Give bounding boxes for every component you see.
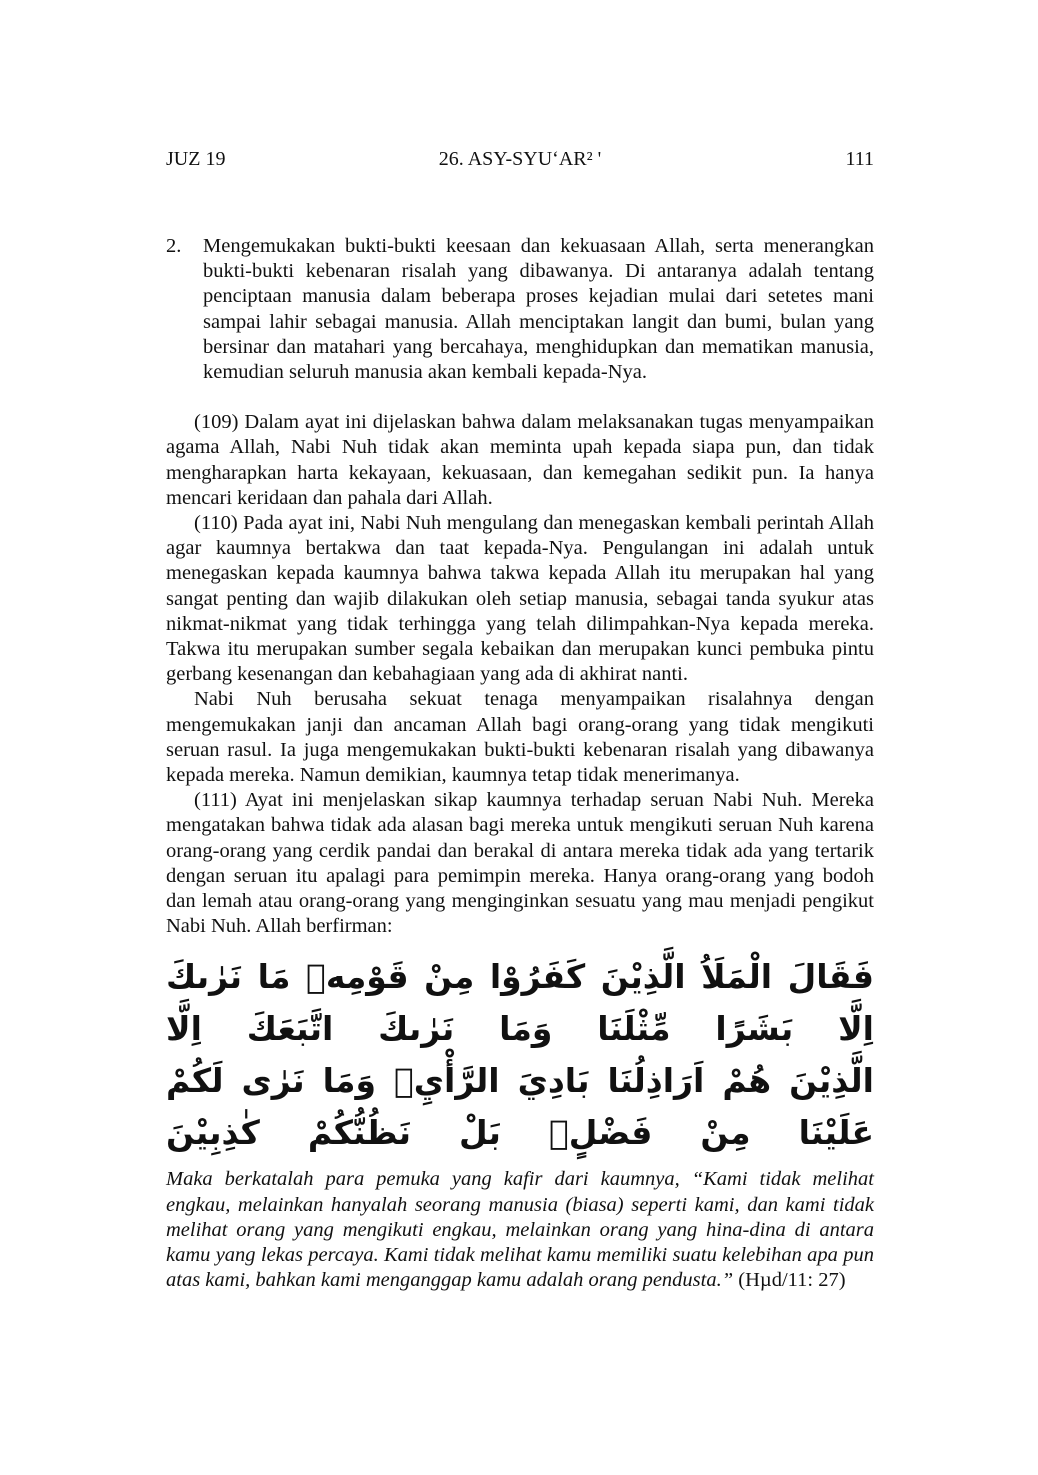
verse-translation bbox=[166, 1167, 874, 1293]
list-text: Mengemukakan bukti-bukti keesaan dan kekuasaan Allah, serta menerangkan bukti-bukti kebenaran risalah yang dibawanya. Di antaranya adalah tentang penciptaan manusia dalam beberapa proses kejadian mulai dari setetes mani sampai lahir sebagai manusia. Allah menciptakan langit dan bumi, bulan yang bersinar dan matahari yang bercahaya, menghidupkan dan mematikan manusia, kemudian seluruh manusia akan kembali kepada-Nya. bbox=[203, 235, 874, 384]
arabic-verse bbox=[166, 951, 874, 1159]
paragraph-nuh-effort: Nabi Nuh berusaha sekuat tenaga menyampaikan risalahnya dengan mengemukakan janji dan ancaman Allah bagi orang-orang yang tidak mengikuti seruan rasul. Ia juga mengemukakan bukti-bukti kebenaran risalah yang dibawanya kepada mereka. Namun demikian, kaumnya tetap tidak menerimanya. bbox=[166, 688, 874, 787]
paragraph-109: (109) Dalam ayat ini dijelaskan bahwa dalam melaksanakan tugas menyampaikan agama Allah, Nabi Nuh tidak akan meminta upah kepada siapa pun, dan tidak mengharapkan harta kekayaan, kekuasaan, dan kemegahan sedikit pun. Ia hanya mencari keridaan dan pahala dari Allah. bbox=[166, 411, 874, 509]
paragraph-111: (111) Ayat ini menjelaskan sikap kaumnya terhadap seruan Nabi Nuh. Mereka mengatakan bahwa tidak ada alasan bagi mereka untuk mengikuti seruan Nuh karena orang-orang yang cerdik pandai dan berakal di antara mereka tidak ada yang tertarik dengan seruan itu apalagi para pemimpin mereka. Hanya orang-orang yang bodoh dan lemah atau orang-orang yang menginginkan sesuatu yang mau menjadi pengikut Nabi Nuh. Allah berfirman: bbox=[166, 789, 874, 938]
verse-reference: (Hµd/11: 27) bbox=[738, 1269, 846, 1292]
arabic-line: فَقَالَ الْمَلَاُ الَّذِيْنَ كَفَرُوْا مِنْ قَوْمِهٖ مَا نَرٰىكَ اِلَّا بَشَرًا مِّثْلَنَا وَمَا نَرٰىكَ اتَّبَعَكَ اِلَّا bbox=[166, 957, 874, 1049]
list-number: 2. bbox=[166, 235, 182, 257]
juz-label: JUZ 19 bbox=[166, 148, 226, 170]
running-header bbox=[166, 146, 874, 172]
translation-text: Maka berkatalah para pemuka yang kafir dari kaumnya, “Kami tidak melihat engkau, melainkan hanyalah seorang manusia (biasa) seperti kami, dan kami tidak melihat orang yang mengikuti engkau, melainkan orang yang hina-dina di antara kamu yang lekas percaya. Kami tidak melihat kamu memiliki suatu kelebihan apa pun atas kami, bahkan kami menganggap kamu adalah orang pendusta.” bbox=[166, 1168, 874, 1292]
list-item bbox=[166, 234, 874, 385]
page-number: 111 bbox=[845, 148, 874, 170]
arabic-line: الَّذِيْنَ هُمْ اَرَاذِلُنَا بَادِيَ الرَّأْيِۚ وَمَا نَرٰى لَكُمْ عَلَيْنَا مِنْ فَضْلٍۢ بَلْ نَظُنُّكُمْ كٰذِبِيْنَ bbox=[166, 1061, 874, 1153]
page-body bbox=[166, 234, 874, 1294]
surah-title: 26. ASY-SYU‘AR² ' bbox=[438, 148, 602, 170]
paragraph-110: (110) Pada ayat ini, Nabi Nuh mengulang dan menegaskan kembali perintah Allah agar kaumnya bertakwa dan taat kepada-Nya. Pengulangan ini adalah untuk menegaskan kepada kaumnya bahwa takwa kepada Allah itu merupakan hal yang sangat penting dan wajib dilakukan oleh setiap manusia, sebagai tanda syukur atas nikmat-nikmat yang tidak terhingga yang telah dilimpahkan-Nya kepada mereka. Takwa itu merupakan sumber segala kebaikan dan merupakan kunci pembuka pintu gerbang kesenangan dan kebahagiaan yang ada di akhirat nanti. bbox=[166, 512, 874, 686]
